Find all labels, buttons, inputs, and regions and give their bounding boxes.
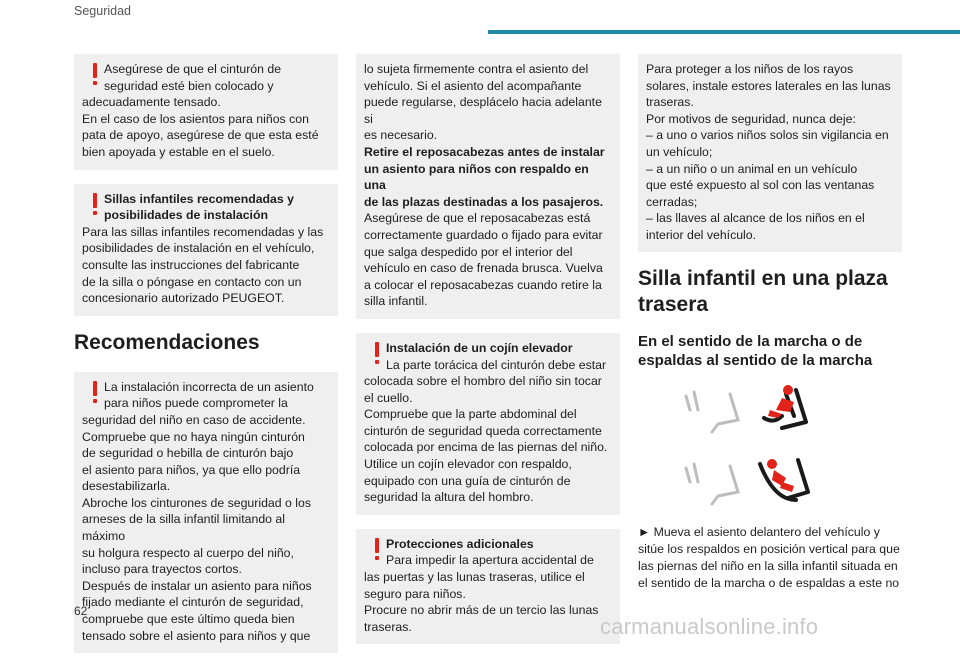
- text-line: consulte las instrucciones del fabricante: [82, 257, 300, 272]
- text-line: Instalación de un cojín elevador: [386, 340, 573, 355]
- warning-icon: [373, 538, 381, 562]
- text-line: desestabilizarla.: [82, 479, 171, 494]
- text-line: vehículo. Si el asiento del acompañante: [364, 78, 582, 93]
- text-line: La instalación incorrecta de un asiento: [104, 379, 314, 394]
- text-line: interior del vehículo.: [646, 227, 757, 242]
- info-box-sun-protection: [638, 54, 902, 252]
- section-title-recomendaciones: Recomendaciones: [74, 330, 260, 354]
- text-line: las piernas del niño en la silla infantil situada en: [638, 558, 898, 573]
- warning-box-additional-protection: [356, 529, 620, 645]
- text-line: – a un niño o un animal en un vehículo: [646, 161, 858, 176]
- text-line: Para proteger a los niños de los rayos: [646, 62, 854, 76]
- seat-illustration-forward: [638, 380, 902, 444]
- warning-head: [82, 379, 330, 412]
- text-line: Retire el reposacabezas antes de instalar: [364, 144, 605, 159]
- text-line: traseras.: [646, 95, 694, 110]
- text-line: arneses de la silla infantil limitando al máximo: [82, 512, 286, 544]
- text-line: – las llaves al alcance de los niños en el: [646, 211, 865, 226]
- text-line: de seguridad o hebilla de cinturón bajo: [82, 446, 294, 461]
- instruction-text: [638, 524, 902, 592]
- text-line: de la silla o póngase en contacto con un: [82, 274, 302, 289]
- warning-box-seatbelt: [74, 54, 338, 170]
- title-line: Silla infantil en una plaza: [638, 266, 888, 290]
- text-line: adecuadamente tensado.: [82, 95, 221, 110]
- text-line: tensado sobre el asiento para niños y que: [82, 628, 311, 643]
- sub-title-direction: [638, 332, 902, 370]
- warning-box-installation: [74, 372, 338, 654]
- text-line: sitúe los respaldos en posición vertical para que: [638, 541, 900, 556]
- text-line: el cuello.: [364, 390, 413, 405]
- text-line: cinturón de seguridad queda correctamente: [364, 423, 602, 438]
- text-line: colocada por encima de las piernas del niño.: [364, 440, 608, 455]
- warning-icon: [91, 381, 99, 405]
- text-line: Compruebe que la parte abdominal del: [364, 407, 577, 422]
- text-line: posibilidades de instalación: [104, 208, 268, 223]
- text-line: que esté expuesto al sol con las ventanas: [646, 178, 875, 193]
- warning-box-recommended-seats: [74, 184, 338, 316]
- warning-box-booster: [356, 333, 620, 515]
- text-line: Después de instalar un asiento para niños: [82, 578, 312, 593]
- text-line: seguridad esté bien colocado y: [104, 78, 274, 93]
- text-line: ► Mueva el asiento delantero del vehículo y: [638, 524, 880, 539]
- text-line: las puertas y las lunas traseras, utilice el: [364, 570, 585, 585]
- text-line: para niños puede comprometer la: [104, 396, 288, 411]
- text-line: traseras.: [364, 619, 412, 634]
- text-line: posibilidades de instalación en el vehículo,: [82, 241, 315, 256]
- text-line: En el caso de los asientos para niños con: [82, 111, 309, 126]
- text-line: un asiento para niños con respaldo en una: [364, 161, 589, 193]
- text-line: a colocar el reposacabezas cuando retire la: [364, 277, 602, 292]
- child-seat-forward-icon: [678, 380, 838, 440]
- text-line: que salga despedido por el interior del: [364, 244, 573, 259]
- text-line: lo sujeta firmemente contra el asiento del: [364, 62, 589, 76]
- child-seat-rearward-icon: [678, 452, 838, 512]
- text-line: compruebe que este último queda bien: [82, 612, 295, 627]
- text-line: correctamente guardado o fijado para evitar: [364, 227, 603, 242]
- warning-head: [82, 191, 330, 224]
- section-title-rear-seat: [638, 266, 902, 318]
- warning-head: [82, 61, 330, 94]
- text-line: Para las sillas infantiles recomendadas y las: [82, 224, 324, 239]
- text-line: colocada sobre el hombro del niño sin tocar: [364, 374, 602, 389]
- warning-icon: [373, 342, 381, 366]
- column-3: [638, 54, 902, 592]
- header-accent-bar: [488, 30, 960, 34]
- title-line: espaldas al sentido de la marcha: [638, 351, 873, 369]
- seat-illustration-rearward: [638, 452, 902, 516]
- title-line: trasera: [638, 292, 709, 316]
- text-line: solares, instale estores laterales en las lunas: [646, 78, 891, 93]
- text-line: incluso para trayectos cortos.: [82, 562, 242, 577]
- text-line: seguro para niños.: [364, 586, 466, 601]
- text-line: Compruebe que no haya ningún cinturón: [82, 429, 305, 444]
- text-line: su holgura respecto al cuerpo del niño,: [82, 545, 294, 560]
- text-line: Para impedir la apertura accidental de: [386, 553, 594, 568]
- text-line: silla infantil.: [364, 294, 428, 309]
- text-line: Sillas infantiles recomendadas y: [104, 191, 294, 206]
- text-line: de las plazas destinadas a los pasajeros.: [364, 194, 604, 209]
- text-line: concesionario autorizado PEUGEOT.: [82, 291, 285, 306]
- text-line: Asegúrese de que el reposacabezas está: [364, 211, 591, 226]
- text-line: el sentido de la marcha o de espaldas a este no: [638, 575, 900, 590]
- text-line: es necesario.: [364, 128, 438, 143]
- warning-head: [364, 536, 612, 569]
- warning-icon: [91, 63, 99, 87]
- text-line: Abroche los cinturones de seguridad o los: [82, 495, 311, 510]
- text-line: seguridad del niño en caso de accidente.: [82, 412, 306, 427]
- text-line: Asegúrese de que el cinturón de: [104, 62, 282, 76]
- header-title: Seguridad: [74, 4, 131, 18]
- text-line: seguridad la altura del hombro.: [364, 490, 534, 505]
- text-line: pata de apoyo, asegúrese de que esta esté: [82, 128, 319, 143]
- page-number: 62: [74, 604, 88, 618]
- text-line: vehículo en caso de frenada brusca. Vuelva: [364, 261, 603, 276]
- title-line: En el sentido de la marcha o de: [638, 332, 863, 350]
- warning-head: [364, 340, 612, 373]
- text-line: cerradas;: [646, 194, 698, 209]
- text-line: Procure no abrir más de un tercio las lunas: [364, 603, 599, 618]
- column-2: [356, 54, 620, 658]
- watermark: carmanualsonline.info: [600, 614, 819, 639]
- info-box-headrest: [356, 54, 620, 319]
- text-line: Protecciones adicionales: [386, 536, 534, 551]
- warning-icon: [91, 193, 99, 217]
- text-line: un vehículo;: [646, 144, 713, 159]
- column-1: [74, 54, 338, 667]
- text-line: bien apoyada y estable en el suelo.: [82, 144, 275, 159]
- text-line: Utilice un cojín elevador con respaldo,: [364, 457, 572, 472]
- text-line: puede regularse, desplácelo hacia adelante si: [364, 95, 602, 126]
- text-line: fijado mediante el cinturón de seguridad,: [82, 595, 304, 610]
- text-line: La parte torácica del cinturón debe estar: [386, 357, 607, 372]
- text-line: equipado con una guía de cinturón de: [364, 473, 571, 488]
- text-line: – a uno o varios niños solos sin vigilancia en: [646, 128, 889, 143]
- text-line: Por motivos de seguridad, nunca deje:: [646, 111, 856, 126]
- text-line: el asiento para niños, ya que ello podría: [82, 462, 301, 477]
